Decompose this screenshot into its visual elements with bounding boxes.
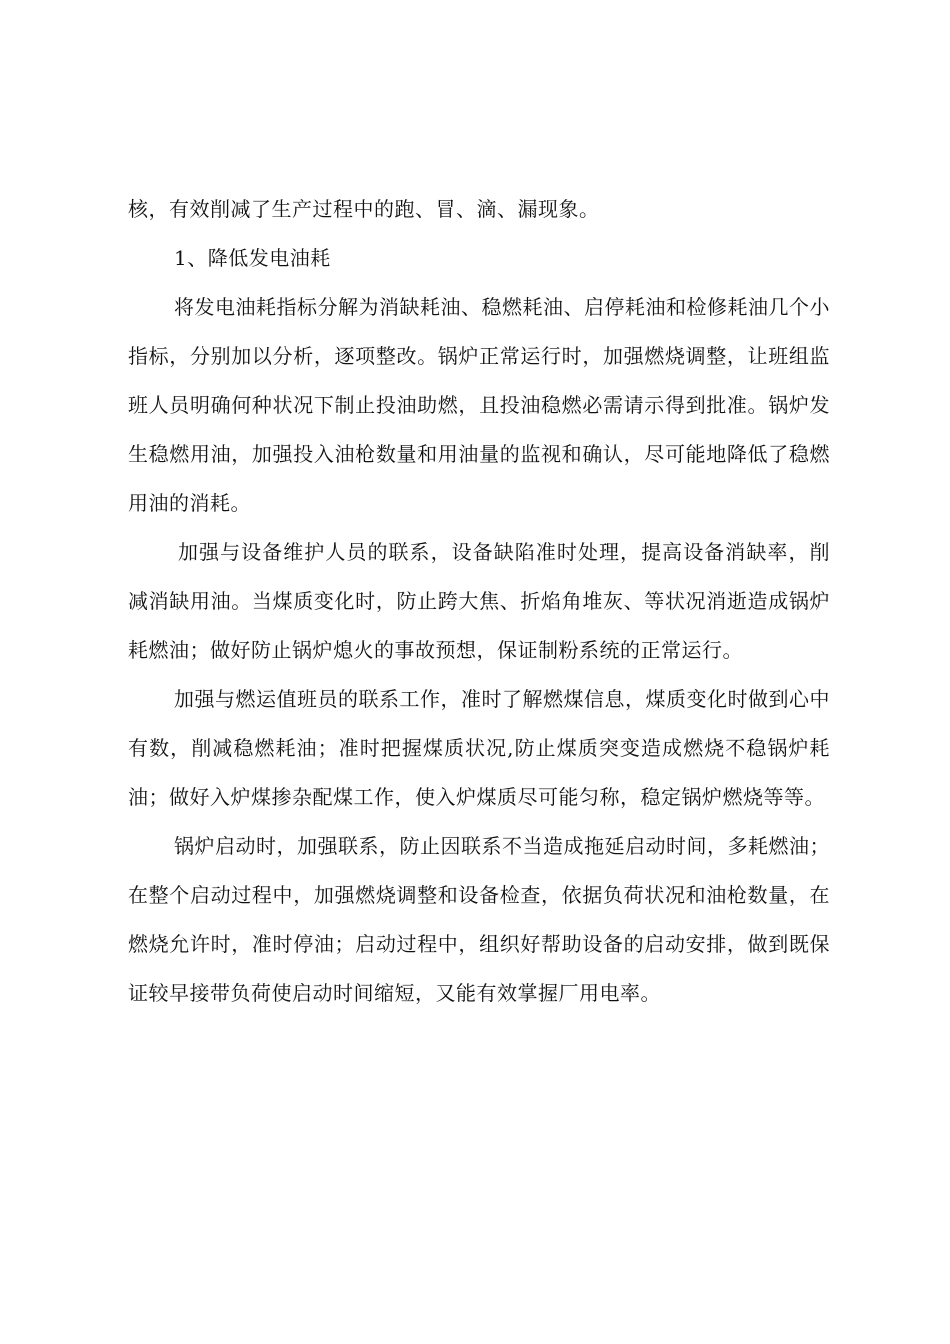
paragraph-maintenance-contact: 加强与设备维护人员的联系，设备缺陷准时处理，提高设备消缺率，削减消缺用油。当煤质变化时，防止跨大焦、折焰角堆灰、等状况消逝造成锅炉耗燃油；做好防止锅炉熄火的事故预想，保证制粉系统的正常运行。 [128, 540, 830, 662]
paragraph-continuation: 核，有效削减了生产过程中的跑、冒、滴、漏现象。 [128, 197, 600, 221]
section-heading: 1、降低发电油耗 [174, 246, 331, 270]
paragraph-boiler-startup: 锅炉启动时，加强联系，防止因联系不当造成拖延启动时间，多耗燃油；在整个启动过程中，加强燃烧调整和设备检查，依据负荷状况和油枪数量，在燃烧允许时，准时停油；启动过程中，组织好帮助设备的启动安排，做到既保证较早接带负荷使启动时间缩短，又能有效掌握厂用电率。 [128, 834, 830, 1005]
paragraph-fuel-transport-contact: 加强与燃运值班员的联系工作，准时了解燃煤信息，煤质变化时做到心中有数，削减稳燃耗油；准时把握煤质状况,防止煤质突变造成燃烧不稳锅炉耗油；做好入炉煤掺杂配煤工作，使入炉煤质尽可能匀称，稳定锅炉燃烧等等。 [128, 687, 830, 809]
paragraph-oil-index-breakdown: 将发电油耗指标分解为消缺耗油、稳燃耗油、启停耗油和检修耗油几个小指标，分别加以分析，逐项整改。锅炉正常运行时，加强燃烧调整，让班组监班人员明确何种状况下制止投油助燃，且投油稳燃必需请示得到批准。锅炉发生稳燃用油，加强投入油枪数量和用油量的监视和确认，尽可能地降低了稳燃用油的消耗。 [128, 295, 830, 515]
document-body [128, 185, 830, 1018]
